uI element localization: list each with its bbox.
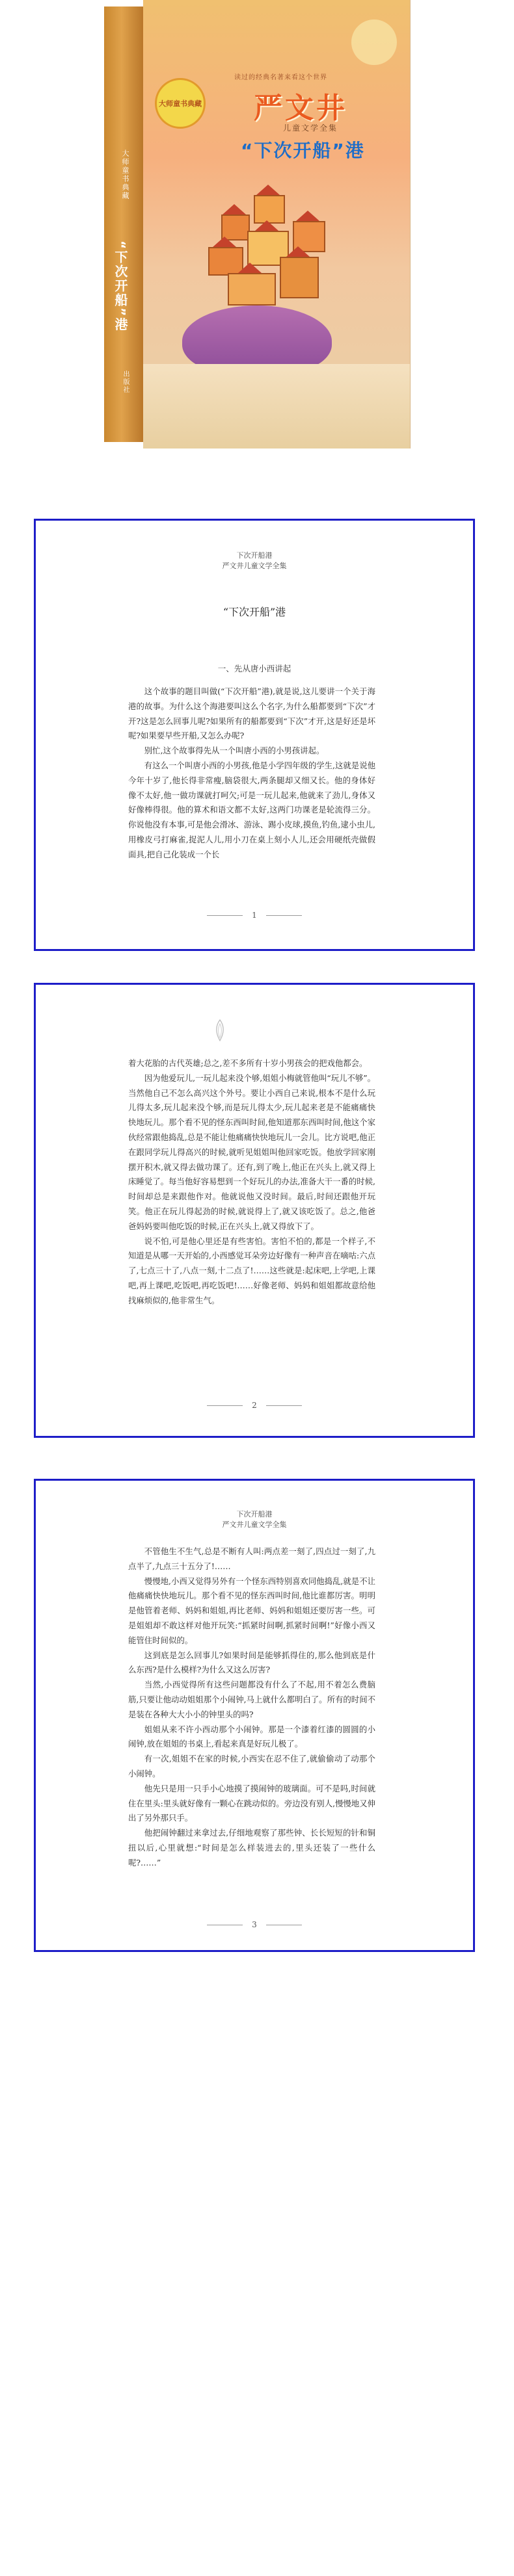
paragraph: 着大花胎的古代英雄;总之,差不多所有十岁小男孩会的把戏他都会。 [128, 1058, 368, 1068]
roof-illustration [213, 237, 236, 247]
series-badge: 大师童书典藏 [155, 78, 206, 129]
house-illustration [228, 273, 276, 306]
roof-illustration [238, 263, 262, 273]
page-number: 2 [36, 1401, 473, 1410]
paragraph: 这个故事的题目叫做(“下次开船”港),就是说,这儿要讲一个关于海港的故事。为什么这个海港要叫这么个名字,为什么船都要到“下次”才开?这是怎么回事儿呢?如果所有的船都要到“下次”才开,这是好还是坏呢?如果要早些开船,又怎么办呢? [128, 686, 375, 741]
lotus-decoration-icon [211, 1019, 228, 1042]
roof-illustration [296, 211, 319, 221]
paragraph: 这到底是怎么回事儿?如果时间是能够抓得住的,那么他到底是什么东西?是什么模样?为什么又这么厉害? [128, 1650, 375, 1675]
paragraph: 说不怕,可是他心里还是有些害怕。害怕不怕的,都是一个样子,不知道是从哪一天开始的,小西感觉耳朵旁边好像有一种声音在嘀咕:六点了,七点三十了,八点一刻,十二点了!……这些就是:起床吧,上学吧,上课吧,再上课吧,吃饭吧,再吃饭吧!……好像老师、妈妈和姐姐都故意给他找麻烦似的,他非常生气。 [128, 1236, 375, 1305]
page-number: 1 [36, 911, 473, 920]
cover-author: 严文井 [254, 92, 347, 125]
roof-illustration [256, 185, 280, 195]
spine-title: “下次开船”港 [113, 241, 128, 332]
house-illustration [280, 257, 319, 298]
roof-illustration [223, 204, 246, 215]
paragraph: 当然,小西觉得所有这些问题都没有什么了不起,用不着怎么费脑筋,只要让他动动姐姐那个小闹钟,马上就什么都明白了。所有的时间不是装在各种大大小小的钟里头的吗? [128, 1680, 375, 1719]
book-cover-image [0, 0, 514, 468]
page-3-body [128, 1544, 375, 1871]
running-subtitle: 严文井儿童文学全集 [222, 1520, 287, 1529]
spine-publisher: 出版社 [122, 371, 129, 394]
cover-subtitle: 儿童文学全集 [283, 124, 338, 133]
house-illustration [254, 195, 285, 224]
book-spine [104, 7, 143, 442]
paragraph: 别忙,这个故事得先从一个叫唐小西的小男孩讲起。 [144, 746, 325, 756]
running-title: 下次开船港 [236, 1510, 273, 1518]
spine-series: 大师童书典藏 [121, 150, 129, 200]
book-page-1 [34, 519, 475, 951]
paragraph: 有一次,姐姐不在家的时候,小西实在忍不住了,就偷偷动了动那个小闹钟。 [128, 1754, 375, 1778]
running-subtitle: 严文井儿童文学全集 [222, 562, 287, 570]
paragraph: 有这么一个叫唐小西的小男孩,他是小学四年级的学生,这就是说他今年十岁了,他长得非常瘦,脑袋很大,两条腿却又细又长。他的身体好像不太好,他一做功课就打呵欠;可是一玩儿起来,他就来了劲儿,身体又好像棒得很。他的算术和语文都不太好,这两门功课老是轮流得三分。你说他没有本事,可是他会滑冰、游泳、踢小皮球,摸鱼,钓鱼,逮小虫儿,用橡皮弓打麻雀,捉泥人儿,用小刀在桌上刻小人儿,还会用硬纸壳做假面具,把自己化装成一个长 [128, 760, 375, 859]
paragraph: 他先只是用一只手小心地摸了摸闹钟的玻璃面。可不是吗,时间就住在里头:里头就好像有一颗心在跳动似的。旁边没有别人,慢慢地又伸出了另外那只手。 [128, 1783, 375, 1823]
page-number: 3 [36, 1920, 473, 1929]
chapter-title: “下次开船”港 [223, 606, 286, 618]
paragraph: 不管他生不生气,总是不断有人叫:两点差一刻了,四点过一刻了,九点半了,九点三十五分了!…… [128, 1546, 375, 1571]
paragraph: 因为他爱玩儿,一玩儿起来没个够,姐姐小梅就管他叫“玩儿不够”。当然他自己不怎么高兴这个外号。要让小西自己来说,根本不是什么玩儿得太多,玩儿起来没个够,而是玩儿得太少,玩儿起来老是不能痛痛快快地玩儿。那个看不见的怪东西叫时间,他知道那东西叫时间,他这个家伙经常跟他捣乱,总是不能让他痛痛快快地玩儿一会儿。比方说吧,他正在跟同学玩儿得高兴的时候,就听见姐姐叫他回家吃饭。他放学回家刚摆开积木,就又得去做功课了。还有,到了晚上,他正在兴头上,就又得上床睡觉了。每当他好容易想到一个好玩儿的办法,准备大干一番的时候,时间却总是来跟他作对。他就说他又没时间。最后,时间还跟他开玩笑。他正在玩儿得起劲的时候,就说得上了,就又该吃饭了。总之,他爸爸妈妈要叫他吃饭的时候,正在兴头上,就又得放下了。 [128, 1073, 375, 1231]
cover-title: “下次开船”港 [241, 140, 365, 161]
sun-illustration [351, 20, 397, 65]
series-line: 读过的经典名著来看这个世界 [234, 74, 327, 81]
book-front-cover [143, 0, 411, 449]
paragraph: 他把闹钟翻过来拿过去,仔细地观察了那些钟、长长短短的针和铜扭以后,心里就想:“时间是怎么样装进去的,里头还装了一些什么呢?……” [128, 1828, 375, 1867]
page-2-body [128, 1056, 375, 1308]
paragraph: 慢慢地,小西又觉得另外有一个怪东西特别喜欢同他捣乱,就是不让他痛痛快快地玩儿。那个看不见的怪东西叫时间,他比谁都厉害。明明是他管着老师、妈妈和姐姐,再比老师、妈妈和姐姐还要厉害一些。可是姐姐却不敢这样对他开玩笑:“抓紧时间啊,抓紧时间啊!”好像小西又能管住时间似的。 [128, 1576, 375, 1645]
running-title: 下次开船港 [236, 551, 273, 560]
sea-illustration [143, 364, 410, 449]
book [104, 0, 410, 449]
roof-illustration [255, 220, 278, 231]
roof-illustration [286, 246, 310, 257]
paragraph: 姐姐从来不许小西动那个小闹钟。那是一个漆着红漆的圆圆的小闹钟,放在姐姐的书桌上,看起来真是好玩儿极了。 [128, 1724, 375, 1749]
book-page-2 [34, 983, 475, 1438]
book-page-3 [34, 1479, 475, 1952]
section-title: 一、先从唐小西讲起 [217, 664, 291, 673]
page-1-body [128, 684, 375, 863]
